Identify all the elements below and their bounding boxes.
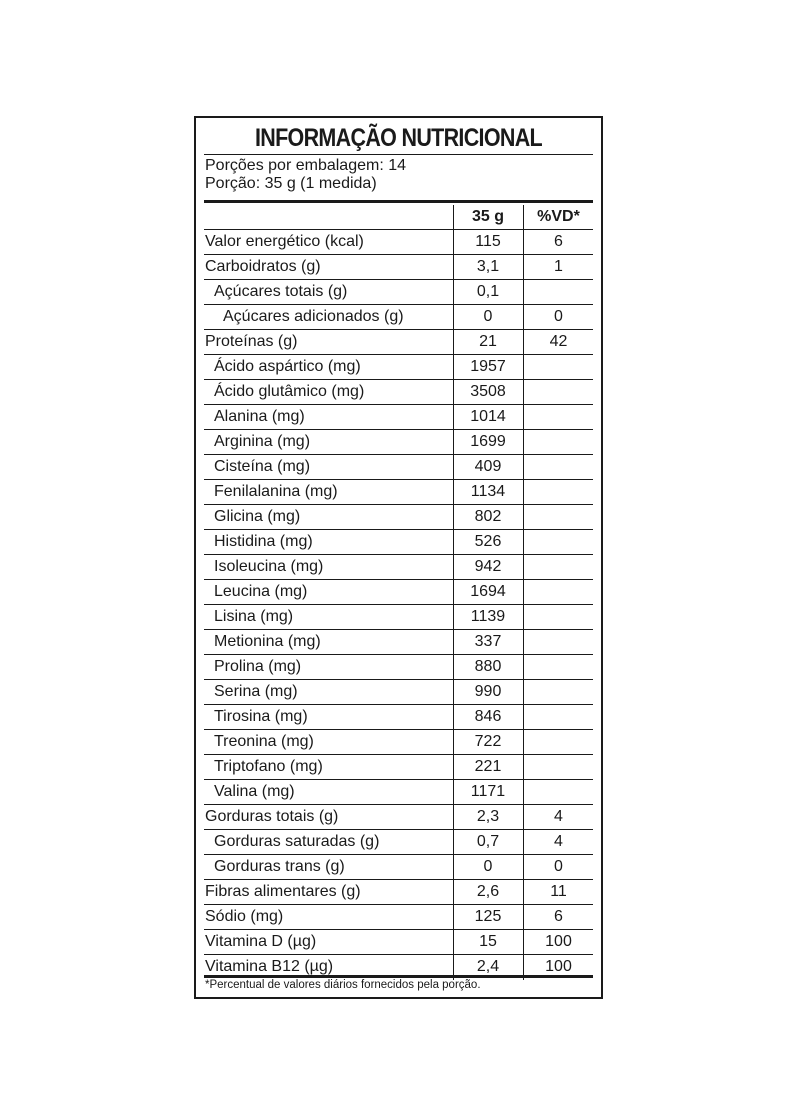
table-row: [204, 505, 593, 530]
nutrient-name: Isoleucina (mg): [214, 558, 324, 575]
nutrient-daily-value: [524, 605, 593, 629]
column-header-amount: 35 g: [471, 208, 504, 225]
nutrient-amount: 115: [475, 233, 501, 250]
nutrient-daily-value: [524, 580, 593, 604]
nutrient-name: Fenilalanina (mg): [214, 483, 338, 500]
nutrient-daily-value: 6: [554, 233, 563, 250]
nutrient-name: Alanina (mg): [214, 408, 305, 425]
nutrient-daily-value: 11: [550, 883, 567, 900]
nutrient-name: Açúcares totais (g): [214, 283, 348, 300]
table-row: [204, 355, 593, 380]
nutrient-name: Metionina (mg): [214, 633, 321, 650]
table-row: [204, 930, 593, 955]
nutrient-amount: 15: [479, 933, 497, 950]
nutrient-amount: 221: [474, 758, 502, 775]
nutrient-daily-value: 42: [549, 333, 568, 350]
table-row: [204, 280, 593, 305]
nutrient-daily-value: 0: [554, 308, 563, 325]
nutrient-name: Açúcares adicionados (g): [223, 308, 404, 325]
nutrient-daily-value: 1: [554, 258, 563, 275]
nutrient-name: Lisina (mg): [214, 608, 294, 625]
nutrient-name: Histidina (mg): [214, 533, 313, 550]
nutrient-amount: 1694: [470, 583, 506, 600]
table-row: [204, 580, 593, 605]
table-row: [204, 405, 593, 430]
header-divider: [204, 200, 593, 203]
column-header-dv: %VD*: [537, 208, 580, 225]
table-row: [204, 555, 593, 580]
nutrient-amount: 846: [474, 708, 502, 725]
nutrient-name: Glicina (mg): [214, 508, 301, 525]
table-row: [204, 755, 593, 780]
nutrient-amount: 990: [474, 683, 502, 700]
nutrient-amount: 3,1: [476, 258, 500, 275]
table-row: [204, 380, 593, 405]
nutrient-daily-value: [524, 630, 593, 654]
nutrient-daily-value: [524, 430, 593, 454]
table-row: [204, 530, 593, 555]
nutrient-daily-value: [524, 730, 593, 754]
nutrient-daily-value: 6: [554, 908, 563, 925]
nutrient-amount: 0: [483, 308, 493, 325]
nutrient-daily-value: [524, 680, 593, 704]
table-row: [204, 705, 593, 730]
nutrient-name: Fibras alimentares (g): [205, 883, 361, 900]
nutrient-daily-value: 4: [554, 833, 563, 850]
nutrient-amount: 1139: [470, 608, 506, 625]
nutrient-amount: 337: [474, 633, 502, 650]
table-row: [204, 230, 593, 255]
nutrient-name: Arginina (mg): [214, 433, 311, 450]
nutrient-daily-value: [524, 655, 593, 679]
nutrient-name: Carboidratos (g): [205, 258, 321, 275]
nutrient-amount: 880: [474, 658, 502, 675]
nutrient-name: Treonina (mg): [214, 733, 314, 750]
nutrition-table: [204, 205, 593, 980]
nutrient-name: Proteínas (g): [205, 333, 298, 350]
table-row: [204, 305, 593, 330]
nutrient-name: Vitamina D (µg): [205, 933, 317, 950]
nutrient-amount: 2,6: [476, 883, 500, 900]
table-row: [204, 655, 593, 680]
nutrition-facts-panel: [194, 116, 603, 999]
footer-divider: [204, 975, 593, 978]
nutrient-amount: 409: [474, 458, 502, 475]
nutrient-name: Cisteína (mg): [214, 458, 311, 475]
table-row: [204, 780, 593, 805]
nutrient-name: Triptofano (mg): [214, 758, 323, 775]
table-row: [204, 905, 593, 930]
nutrient-name: Prolina (mg): [214, 658, 302, 675]
nutrient-amount: 0,1: [476, 283, 500, 300]
nutrient-amount: 1014: [470, 408, 506, 425]
nutrient-daily-value: [524, 480, 593, 504]
footnote: *Percentual de valores diários fornecidos pela porção.: [205, 979, 481, 991]
nutrient-daily-value: [524, 405, 593, 429]
nutrient-amount: 3508: [470, 383, 506, 400]
nutrient-amount: 21: [479, 333, 497, 350]
table-row: [204, 880, 593, 905]
table-row: [204, 480, 593, 505]
nutrient-daily-value: [524, 455, 593, 479]
nutrient-daily-value: [524, 355, 593, 379]
nutrient-amount: 2,4: [476, 958, 500, 975]
nutrient-daily-value: [524, 755, 593, 779]
nutrient-amount: 1171: [470, 783, 506, 800]
table-row: [204, 630, 593, 655]
table-row: [204, 730, 593, 755]
nutrient-name: Valina (mg): [214, 783, 295, 800]
nutrient-daily-value: [524, 380, 593, 404]
nutrient-name: Ácido aspártico (mg): [214, 358, 361, 375]
nutrient-amount: 0: [483, 858, 493, 875]
table-row: [204, 430, 593, 455]
nutrient-daily-value: 100: [545, 933, 572, 950]
table-row: [204, 455, 593, 480]
nutrient-amount: 125: [474, 908, 502, 925]
panel-title: INFORMAÇÃO NUTRICIONAL: [254, 124, 543, 152]
nutrient-amount: 1134: [470, 483, 506, 500]
servings-per-package: Porções por embalagem: 14: [205, 157, 406, 174]
nutrient-daily-value: [524, 530, 593, 554]
table-row: [204, 680, 593, 705]
nutrient-amount: 1957: [470, 358, 506, 375]
nutrient-name: Valor energético (kcal): [205, 233, 364, 250]
serving-size: Porção: 35 g (1 medida): [205, 175, 377, 192]
nutrient-name: Gorduras saturadas (g): [214, 833, 380, 850]
table-row: [204, 855, 593, 880]
nutrient-name: Leucina (mg): [214, 583, 308, 600]
nutrient-daily-value: [524, 505, 593, 529]
nutrient-amount: 942: [474, 558, 502, 575]
table-row: [204, 330, 593, 355]
nutrient-name: Gorduras totais (g): [205, 808, 339, 825]
nutrient-amount: 0,7: [476, 833, 500, 850]
nutrient-name: Serina (mg): [214, 683, 298, 700]
table-row: [204, 255, 593, 280]
table-header-row: [204, 205, 593, 230]
nutrient-name: Tirosina (mg): [214, 708, 308, 725]
nutrient-name: Gorduras trans (g): [214, 858, 345, 875]
nutrient-daily-value: [524, 780, 593, 804]
title-divider: [204, 154, 593, 155]
nutrient-daily-value: [524, 280, 593, 304]
nutrient-daily-value: 100: [545, 958, 572, 975]
table-row: [204, 830, 593, 855]
nutrient-amount: 526: [474, 533, 502, 550]
nutrient-name: Sódio (mg): [205, 908, 284, 925]
table-row: [204, 805, 593, 830]
nutrient-daily-value: 4: [554, 808, 563, 825]
nutrient-amount: 802: [474, 508, 502, 525]
nutrient-amount: 722: [474, 733, 502, 750]
table-row: [204, 605, 593, 630]
nutrient-amount: 1699: [470, 433, 506, 450]
nutrient-amount: 2,3: [476, 808, 500, 825]
nutrient-daily-value: 0: [554, 858, 563, 875]
nutrient-name: Ácido glutâmico (mg): [214, 383, 365, 400]
nutrient-daily-value: [524, 705, 593, 729]
nutrient-daily-value: [524, 555, 593, 579]
nutrient-name: Vitamina B12 (µg): [205, 958, 334, 975]
